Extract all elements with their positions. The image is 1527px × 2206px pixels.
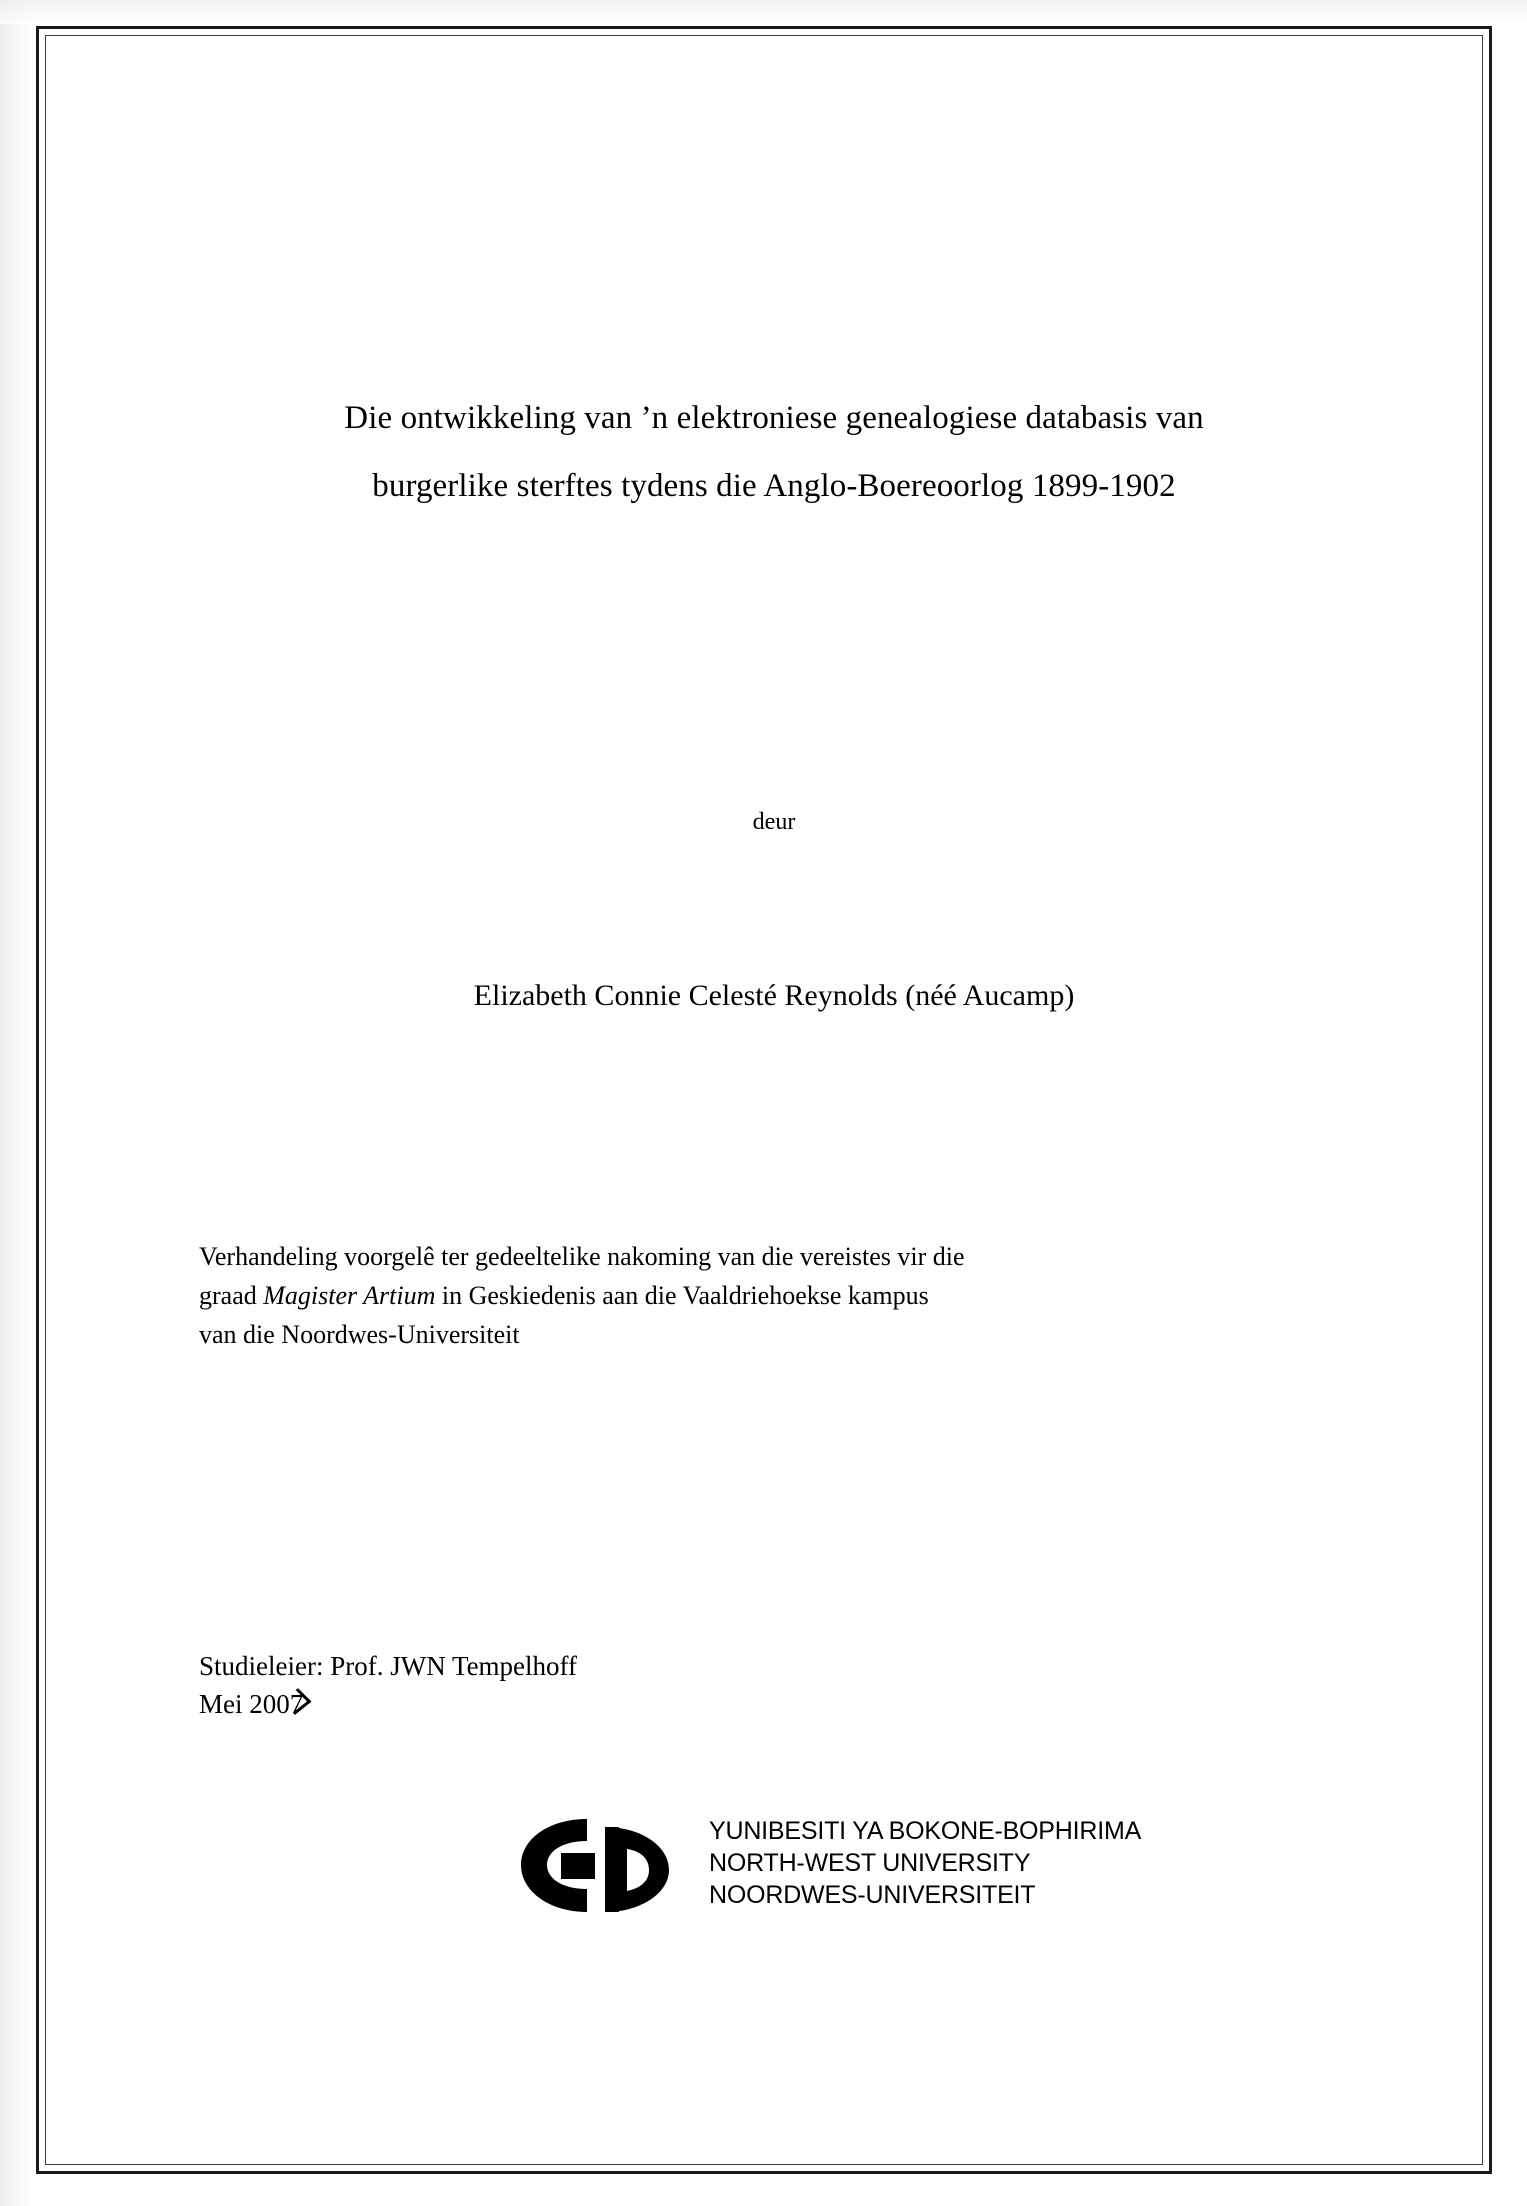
date-line: Mei 2007 bbox=[199, 1689, 304, 1719]
scan-edge-shading-top bbox=[0, 0, 1527, 24]
degree-name: Magister Artium bbox=[263, 1281, 436, 1310]
supervisor-and-date bbox=[199, 1647, 1099, 1723]
title-line-2: burgerlike sterftes tydens die Anglo-Boereoorlog 1899-1902 bbox=[372, 468, 1176, 504]
declaration-line-3: van die Noordwes-Universiteit bbox=[199, 1320, 520, 1349]
university-logo bbox=[509, 1809, 1149, 1929]
logo-text-line-3: NOORDWES-UNIVERSITEIT bbox=[709, 1881, 1036, 1909]
degree-declaration bbox=[199, 1237, 1339, 1354]
page-title bbox=[189, 384, 1359, 520]
date-line-inner bbox=[199, 1685, 303, 1723]
logo-text-line-1: YUNIBESITI YA BOKONE-BOPHIRIMA bbox=[709, 1817, 1142, 1845]
declaration-line-2-pre: graad bbox=[199, 1281, 264, 1310]
declaration-line-2-post: in Geskiedenis aan die Vaaldriehoekse kampus bbox=[435, 1281, 929, 1310]
supervisor-line: Studieleier: Prof. JWN Tempelhoff bbox=[199, 1651, 578, 1681]
author-name: Elizabeth Connie Celesté Reynolds (néé Aucamp) bbox=[473, 979, 1075, 1012]
declaration-line-2 bbox=[199, 1276, 1339, 1315]
university-logo-text bbox=[709, 1815, 1141, 1911]
title-line-1: Die ontwikkeling van ’n elektroniese genealogiese databasis van bbox=[344, 400, 1204, 436]
declaration-line-1: Verhandeling voorgelê ter gedeeltelike nakoming van die vereistes vir die bbox=[199, 1242, 965, 1271]
logo-text-line-2: NORTH-WEST UNIVERSITY bbox=[709, 1849, 1031, 1877]
title-page-content bbox=[189, 29, 1359, 2171]
date-line-wrap bbox=[199, 1685, 1099, 1723]
page-border-frame bbox=[36, 26, 1492, 2174]
by-word: deur bbox=[752, 809, 796, 835]
scan-edge-shading-left bbox=[0, 0, 34, 2206]
north-west-university-logo-mark-icon bbox=[509, 1813, 699, 1918]
